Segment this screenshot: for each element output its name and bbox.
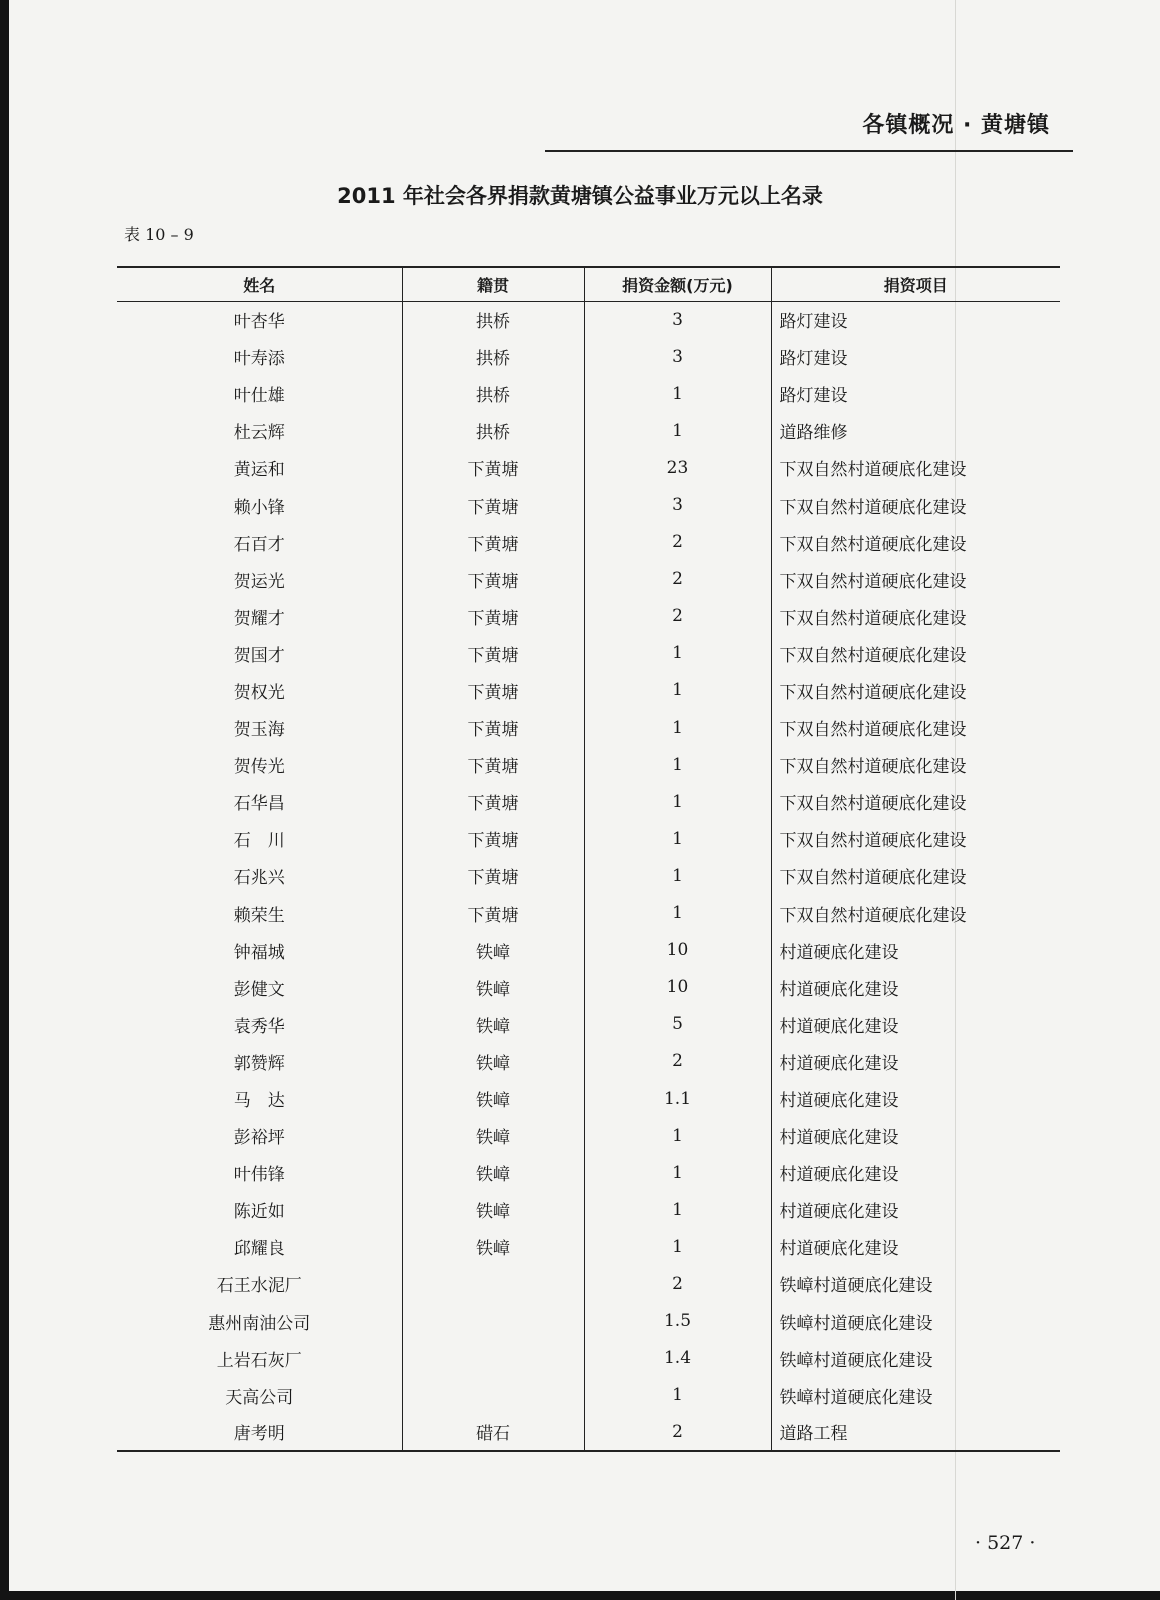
- project-cell: 下双自然村道硬底化建设: [771, 709, 1060, 746]
- donor-name-cell: 贺运光: [233, 571, 285, 592]
- table-row: [117, 524, 1060, 561]
- project-cell: 下双自然村道硬底化建设: [771, 598, 1060, 635]
- origin-cell: 下黄塘: [402, 561, 584, 598]
- donor-name-cell: 贺权光: [233, 682, 285, 703]
- table-row: [117, 932, 1060, 969]
- donor-name-cell: 彭裕坪: [233, 1128, 285, 1149]
- donor-name-cell: 贺玉海: [233, 720, 285, 741]
- donor-name-cell: 天高公司: [225, 1387, 294, 1408]
- header-rule: [545, 150, 1073, 152]
- donor-name-cell: 石王水泥厂: [216, 1276, 302, 1297]
- amount-cell: 5: [584, 1006, 771, 1043]
- project-cell: 村道硬底化建设: [771, 1191, 1060, 1228]
- origin-cell: [402, 1340, 584, 1377]
- donor-name-cell: 贺耀才: [233, 608, 285, 629]
- donor-name-cell: 陈近如: [233, 1202, 285, 1223]
- document-title: 2011 年社会各界捐款黄塘镇公益事业万元以上名录: [337, 184, 823, 208]
- table-row: [117, 449, 1060, 486]
- project-cell: 下双自然村道硬底化建设: [771, 449, 1060, 486]
- amount-cell: 3: [584, 338, 771, 375]
- origin-cell: 铁嶂: [402, 1080, 584, 1117]
- project-cell: 道路工程: [771, 1414, 1060, 1451]
- amount-cell: 1: [584, 783, 771, 820]
- donor-name-cell: 贺国才: [233, 645, 285, 666]
- table-row: [117, 1191, 1060, 1228]
- origin-cell: 铁嶂: [402, 1006, 584, 1043]
- table-row: [117, 301, 1060, 338]
- origin-cell: [402, 1265, 584, 1302]
- project-cell: 村道硬底化建设: [771, 1117, 1060, 1154]
- project-cell: 村道硬底化建设: [771, 1043, 1060, 1080]
- project-cell: 下双自然村道硬底化建设: [771, 524, 1060, 561]
- table-row: [117, 598, 1060, 635]
- column-header-project: 捐资项目: [771, 267, 1060, 301]
- table-row: [117, 1154, 1060, 1191]
- origin-cell: 下黄塘: [402, 820, 584, 857]
- amount-cell: 1: [584, 709, 771, 746]
- origin-cell: 铁嶂: [402, 1043, 584, 1080]
- table-row: [117, 672, 1060, 709]
- project-cell: 下双自然村道硬底化建设: [771, 635, 1060, 672]
- amount-cell: 23: [584, 449, 771, 486]
- project-cell: 村道硬底化建设: [771, 932, 1060, 969]
- scan-edge-left: [0, 0, 9, 1600]
- table-row: [117, 1117, 1060, 1154]
- project-cell: 路灯建设: [771, 301, 1060, 338]
- origin-cell: 下黄塘: [402, 783, 584, 820]
- amount-cell: 2: [584, 1414, 771, 1451]
- amount-cell: 2: [584, 598, 771, 635]
- project-cell: 铁嶂村道硬底化建设: [771, 1340, 1060, 1377]
- column-header-origin: 籍贯: [402, 267, 584, 301]
- amount-cell: 3: [584, 486, 771, 523]
- table-row: [117, 895, 1060, 932]
- donor-name-cell: 叶伟锋: [233, 1165, 285, 1186]
- project-cell: 路灯建设: [771, 338, 1060, 375]
- amount-cell: 1: [584, 820, 771, 857]
- table-body: [117, 301, 1060, 1451]
- project-cell: 道路维修: [771, 412, 1060, 449]
- origin-cell: 铁嶂: [402, 1228, 584, 1265]
- origin-cell: 下黄塘: [402, 709, 584, 746]
- project-cell: 下双自然村道硬底化建设: [771, 672, 1060, 709]
- amount-cell: 10: [584, 932, 771, 969]
- donor-name-cell: 彭健文: [233, 979, 285, 1000]
- origin-cell: 铁嶂: [402, 932, 584, 969]
- donor-name-cell: 马 达: [233, 1091, 285, 1112]
- amount-cell: 1: [584, 746, 771, 783]
- amount-cell: 1: [584, 672, 771, 709]
- origin-cell: 拱桥: [402, 338, 584, 375]
- origin-cell: 拱桥: [402, 375, 584, 412]
- table-row: [117, 635, 1060, 672]
- donor-name-cell: 叶杏华: [233, 312, 285, 333]
- origin-cell: 下黄塘: [402, 486, 584, 523]
- donor-name-cell: 郭赞辉: [233, 1053, 285, 1074]
- project-cell: 村道硬底化建设: [771, 1006, 1060, 1043]
- origin-cell: 碏石: [402, 1414, 584, 1451]
- origin-cell: 拱桥: [402, 301, 584, 338]
- table-header-row: [117, 267, 1060, 301]
- amount-cell: 1.1: [584, 1080, 771, 1117]
- donor-name-cell: 惠州南油公司: [208, 1313, 311, 1334]
- amount-cell: 1: [584, 1377, 771, 1414]
- origin-cell: 下黄塘: [402, 524, 584, 561]
- origin-cell: 铁嶂: [402, 1191, 584, 1228]
- amount-cell: 1: [584, 375, 771, 412]
- table-row: [117, 709, 1060, 746]
- donor-name-cell: 黄运和: [233, 460, 285, 481]
- donor-name-cell: 石百才: [233, 534, 285, 555]
- table-row: [117, 1414, 1060, 1451]
- amount-cell: 1.4: [584, 1340, 771, 1377]
- origin-cell: 铁嶂: [402, 1117, 584, 1154]
- donor-name-cell: 赖荣生: [233, 905, 285, 926]
- origin-cell: 下黄塘: [402, 746, 584, 783]
- column-header-name: 姓名: [243, 275, 276, 295]
- table-row: [117, 1377, 1060, 1414]
- table-row: [117, 338, 1060, 375]
- donor-name-cell: 赖小锋: [233, 497, 285, 518]
- amount-cell: 1: [584, 857, 771, 894]
- donor-name-cell: 叶仕雄: [233, 386, 285, 407]
- table-row: [117, 746, 1060, 783]
- donor-name-cell: 邱耀良: [233, 1239, 285, 1260]
- running-header: 各镇概况 · 黄塘镇: [862, 113, 1050, 138]
- origin-cell: [402, 1303, 584, 1340]
- project-cell: 下双自然村道硬底化建设: [771, 783, 1060, 820]
- project-cell: 村道硬底化建设: [771, 1080, 1060, 1117]
- table-row: [117, 561, 1060, 598]
- project-cell: 铁嶂村道硬底化建设: [771, 1303, 1060, 1340]
- amount-cell: 1: [584, 1228, 771, 1265]
- origin-cell: 下黄塘: [402, 672, 584, 709]
- table-row: [117, 820, 1060, 857]
- table-row: [117, 1006, 1060, 1043]
- table-row: [117, 1303, 1060, 1340]
- table-row: [117, 1043, 1060, 1080]
- table-row: [117, 1080, 1060, 1117]
- project-cell: 下双自然村道硬底化建设: [771, 561, 1060, 598]
- table-row: [117, 783, 1060, 820]
- project-cell: 下双自然村道硬底化建设: [771, 895, 1060, 932]
- origin-cell: 拱桥: [402, 412, 584, 449]
- donor-name-cell: 贺传光: [233, 757, 285, 778]
- origin-cell: [402, 1377, 584, 1414]
- amount-cell: 1: [584, 1117, 771, 1154]
- project-cell: 村道硬底化建设: [771, 1228, 1060, 1265]
- project-cell: 铁嶂村道硬底化建设: [771, 1265, 1060, 1302]
- scan-edge-bottom: [0, 1591, 1160, 1600]
- table-row: [117, 1228, 1060, 1265]
- origin-cell: 铁嶂: [402, 1154, 584, 1191]
- project-cell: 下双自然村道硬底化建设: [771, 857, 1060, 894]
- project-cell: 村道硬底化建设: [771, 969, 1060, 1006]
- table-row: [117, 375, 1060, 412]
- table-row: [117, 486, 1060, 523]
- donor-name-cell: 上岩石灰厂: [216, 1350, 302, 1371]
- column-header-amount: 捐资金额(万元): [584, 267, 771, 301]
- table-row: [117, 969, 1060, 1006]
- origin-cell: 下黄塘: [402, 598, 584, 635]
- donor-name-cell: 石 川: [233, 831, 285, 852]
- page-number: · 527 ·: [975, 1532, 1036, 1554]
- amount-cell: 2: [584, 1265, 771, 1302]
- table-row: [117, 857, 1060, 894]
- amount-cell: 1: [584, 635, 771, 672]
- donor-name-cell: 杜云辉: [233, 423, 285, 444]
- project-cell: 下双自然村道硬底化建设: [771, 820, 1060, 857]
- amount-cell: 10: [584, 969, 771, 1006]
- project-cell: 村道硬底化建设: [771, 1154, 1060, 1191]
- donor-name-cell: 钟福城: [233, 942, 285, 963]
- origin-cell: 下黄塘: [402, 449, 584, 486]
- amount-cell: 1: [584, 412, 771, 449]
- amount-cell: 1: [584, 1154, 771, 1191]
- table-row: [117, 412, 1060, 449]
- origin-cell: 下黄塘: [402, 857, 584, 894]
- donor-name-cell: 石华昌: [233, 794, 285, 815]
- amount-cell: 3: [584, 301, 771, 338]
- project-cell: 路灯建设: [771, 375, 1060, 412]
- table-row: [117, 1265, 1060, 1302]
- origin-cell: 下黄塘: [402, 895, 584, 932]
- origin-cell: 下黄塘: [402, 635, 584, 672]
- amount-cell: 1: [584, 895, 771, 932]
- project-cell: 下双自然村道硬底化建设: [771, 486, 1060, 523]
- project-cell: 下双自然村道硬底化建设: [771, 746, 1060, 783]
- amount-cell: 2: [584, 1043, 771, 1080]
- amount-cell: 1.5: [584, 1303, 771, 1340]
- table-row: [117, 1340, 1060, 1377]
- amount-cell: 2: [584, 561, 771, 598]
- table-label: 表 10 – 9: [124, 225, 194, 244]
- donor-name-cell: 叶寿添: [233, 349, 285, 370]
- donor-name-cell: 袁秀华: [233, 1016, 285, 1037]
- donation-table: [117, 266, 1060, 1452]
- donor-name-cell: 石兆兴: [233, 868, 285, 889]
- donor-name-cell: 唐考明: [233, 1424, 285, 1445]
- amount-cell: 1: [584, 1191, 771, 1228]
- amount-cell: 2: [584, 524, 771, 561]
- project-cell: 铁嶂村道硬底化建设: [771, 1377, 1060, 1414]
- origin-cell: 铁嶂: [402, 969, 584, 1006]
